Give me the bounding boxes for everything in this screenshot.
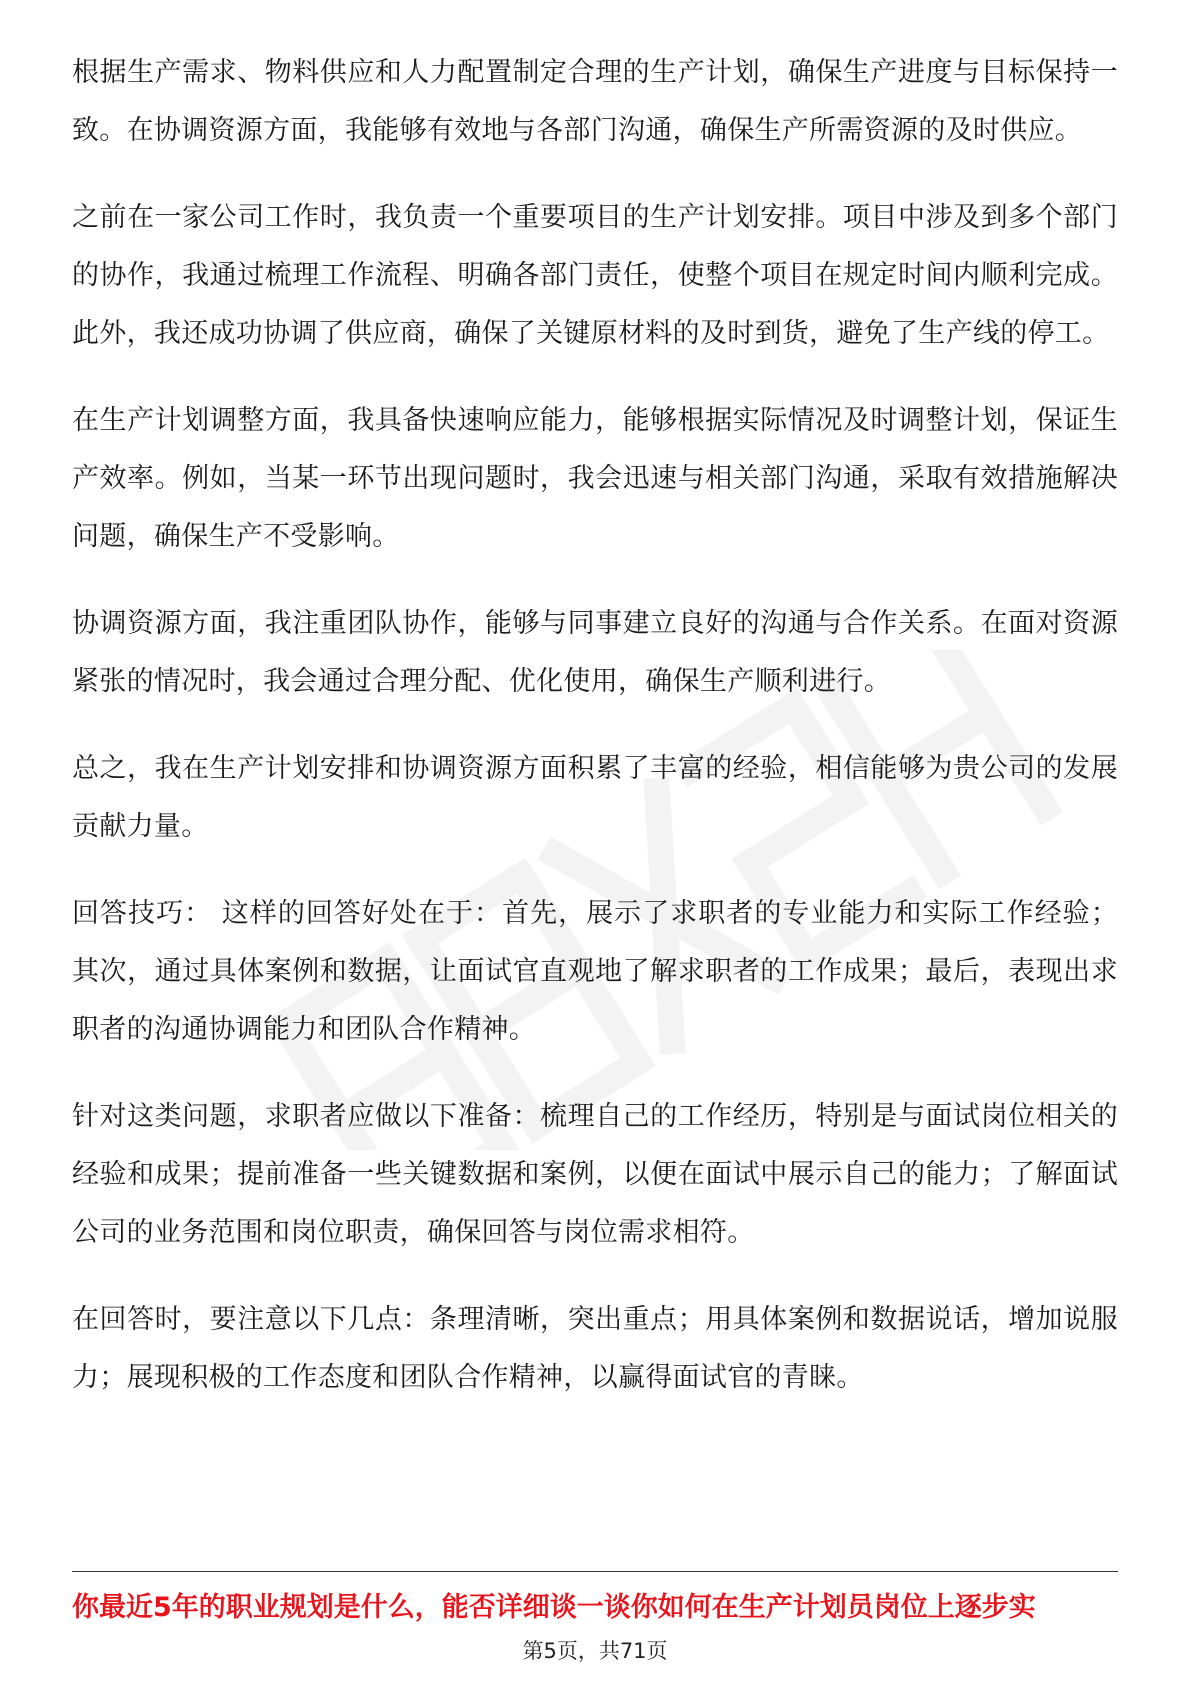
paragraph-5: 总之，我在生产计划安排和协调资源方面积累了丰富的经验，相信能够为贵公司的发展贡献力量。 xyxy=(72,753,1118,842)
paragraph-answer-tips: 回答技巧： 这样的回答好处在于：首先，展示了求职者的专业能力和实际工作经验；其次，通过具体案例和数据，让面试官直观地了解求职者的工作成果；最后，表现出求职者的沟通协调能力和团队合作精神。 xyxy=(72,898,1118,1045)
page-footer: 第5页，共71页 xyxy=(522,1639,668,1663)
document-body xyxy=(72,44,1118,1436)
paragraph-3: 在生产计划调整方面，我具备快速响应能力，能够根据实际情况及时调整计划，保证生产效率。例如，当某一环节出现问题时，我会迅速与相关部门沟通，采取有效措施解决问题，确保生产不受影响。 xyxy=(72,405,1118,552)
paragraph-preparation: 针对这类问题，求职者应做以下准备：梳理自己的工作经历，特别是与面试岗位相关的经验和成果；提前准备一些关键数据和案例，以便在面试中展示自己的能力；了解面试公司的业务范围和岗位职责，确保回答与岗位需求相符。 xyxy=(72,1101,1118,1248)
paragraph-notes: 在回答时，要注意以下几点：条理清晰，突出重点；用具体案例和数据说话，增加说服力；展现积极的工作态度和团队合作精神，以赢得面试官的青睐。 xyxy=(72,1304,1118,1393)
paragraph-2: 之前在一家公司工作时，我负责一个重要项目的生产计划安排。项目中涉及到多个部门的协作，我通过梳理工作流程、明确各部门责任，使整个项目在规定时间内顺利完成。此外，我还成功协调了供应商，确保了关键原材料的及时到货，避免了生产线的停工。 xyxy=(72,202,1118,349)
paragraph-1: 根据生产需求、物料供应和人力配置制定合理的生产计划，确保生产进度与目标保持一致。在协调资源方面，我能够有效地与各部门沟通，确保生产所需资源的及时供应。 xyxy=(72,57,1118,146)
paragraph-4: 协调资源方面，我注重团队协作，能够与同事建立良好的沟通与合作关系。在面对资源紧张的情况时，我会通过合理分配、优化使用，确保生产顺利进行。 xyxy=(72,608,1118,697)
next-question-heading: 你最近5年的职业规划是什么，能否详细谈一谈你如何在生产计划员岗位上逐步实 xyxy=(72,1592,1036,1623)
section-divider xyxy=(72,1571,1118,1572)
